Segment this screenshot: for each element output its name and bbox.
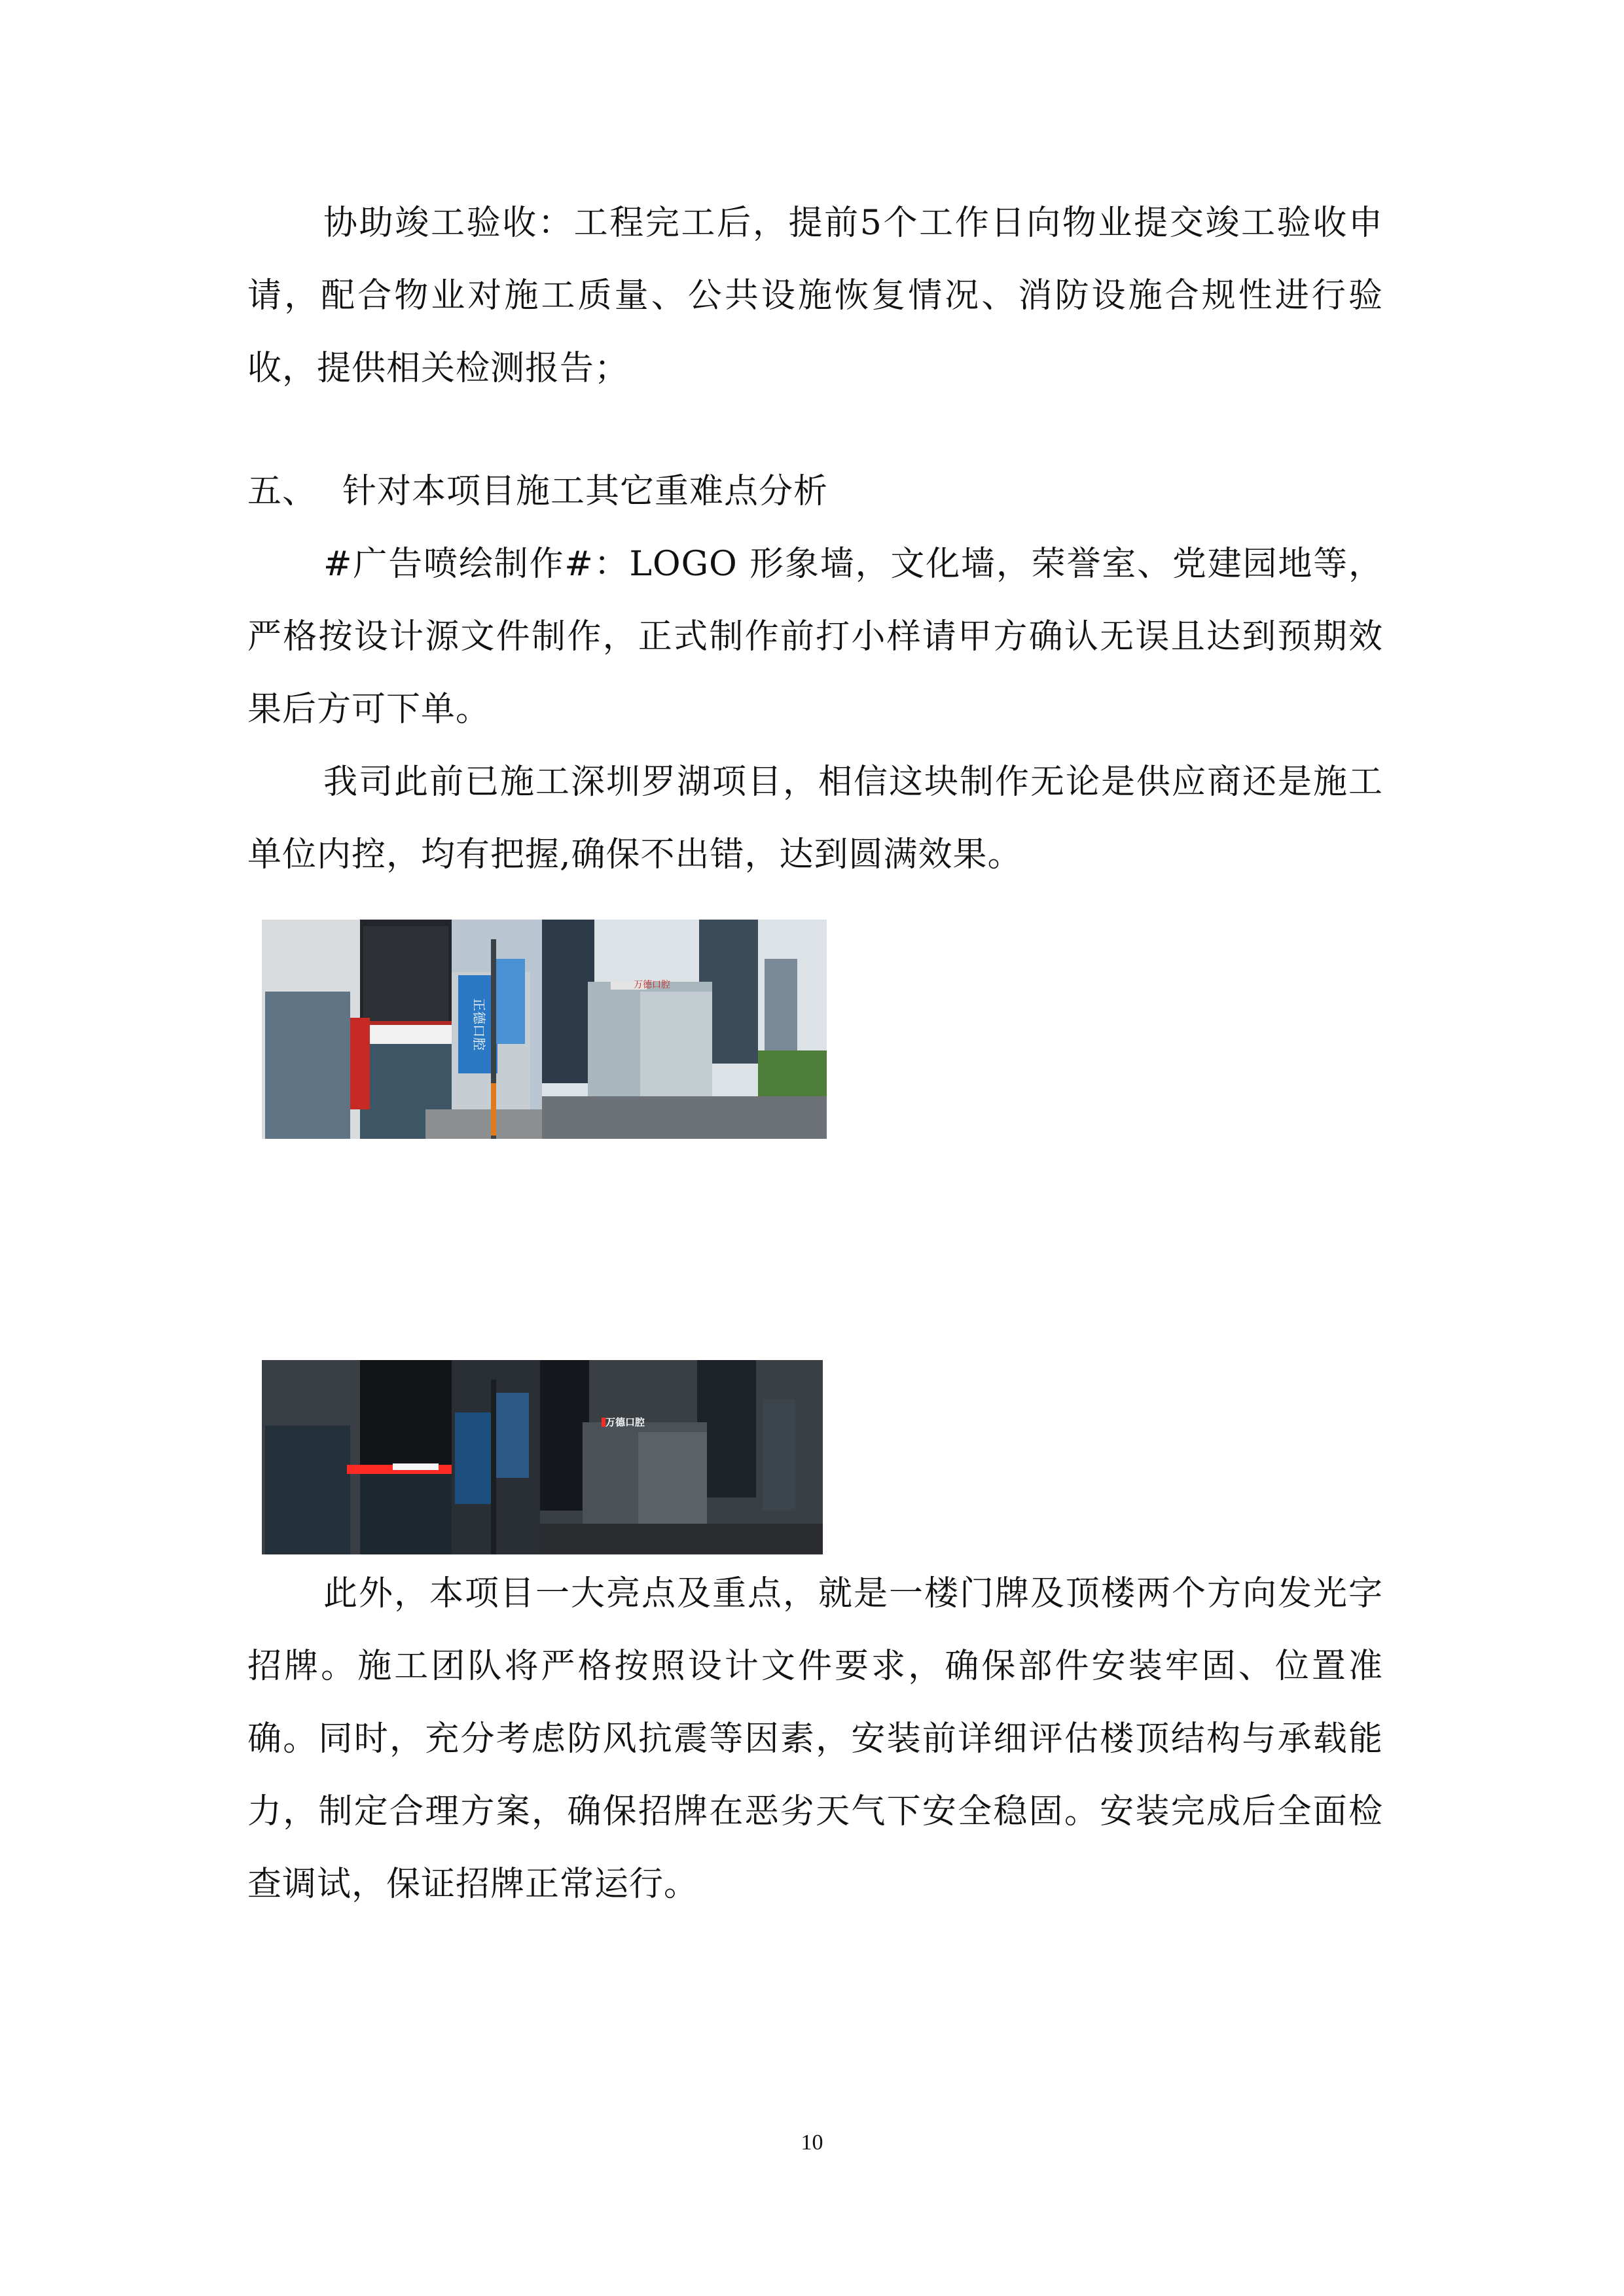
paragraph-advertising: #广告喷绘制作#：LOGO 形象墙，文化墙，荣誉室、党建园地等，严格按设计源文件制作，正式制作前打小样请甲方确认无误且达到预期效果后方可下单。 (247, 545, 1383, 729)
storefront-night-photo (262, 1360, 540, 1554)
daytime-photo-row (262, 920, 827, 1139)
page-number: 10 (801, 2130, 823, 2155)
paragraph-signage: 此外，本项目一大亮点及重点，就是一楼门牌及顶楼两个方向发光字招牌。施工团队将严格按照设计文件要求，确保部件安装牢固、位置准确。同时，充分考虑防风抗震等因素，安装前详细评估楼顶结构与承载能力，制定合理方案，确保招牌在恶劣天气下安全稳固。安装完成后全面检查调试，保证招牌正常运行。 (247, 1574, 1383, 1904)
building-night-image (540, 1360, 823, 1554)
storefront-night-image (262, 1360, 540, 1554)
section-heading (247, 456, 1383, 528)
paragraph-experience: 我司此前已施工深圳罗湖项目，相信这块制作无论是供应商还是施工单位内控，均有把握,确保不出错，达到圆满效果。 (247, 762, 1383, 874)
section-title: 针对本项目施工其它重难点分析 (342, 472, 829, 511)
section-number: 五、 (247, 472, 317, 511)
building-night-photo (540, 1360, 823, 1554)
storefront-day-image (262, 920, 542, 1139)
building-day-logo-text: 万德口腔 (634, 980, 670, 990)
building-night-logo-text: 万德口腔 (605, 1416, 645, 1428)
paragraph-acceptance: 协助竣工验收：工程完工后，提前5个工作日向物业提交竣工验收申请，配合物业对施工质量、公共设施恢复情况、消防设施合规性进行验收，提供相关检测报告； (247, 204, 1383, 388)
storefront-day-sign-text: 正德口腔 (471, 998, 487, 1050)
night-photo-row (262, 1360, 823, 1554)
storefront-day-photo (262, 920, 542, 1139)
building-day-photo (542, 920, 827, 1139)
building-day-image (542, 920, 827, 1139)
